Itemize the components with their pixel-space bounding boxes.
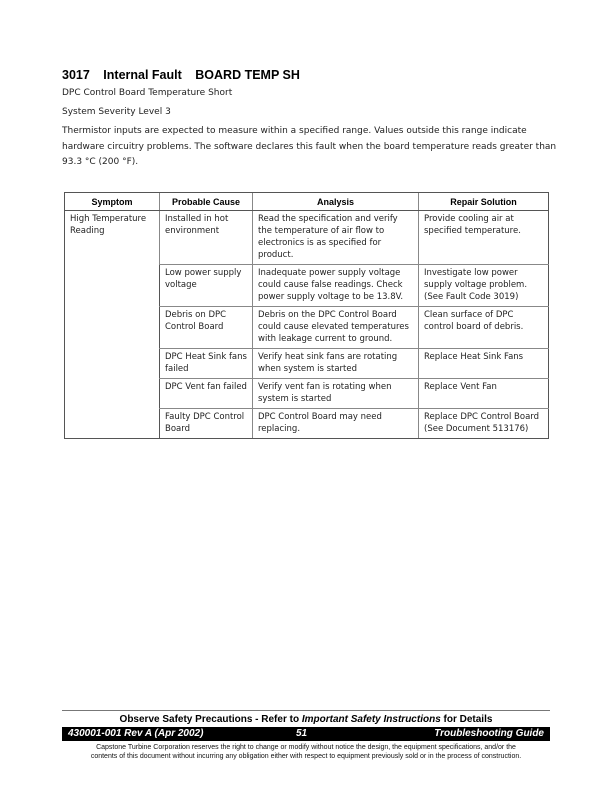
fault-explanation: Thermistor inputs are expected to measure within a specified range. Values outside this range indicate hardware circuitry problems. The software declares this fault when the board temperature reads greater than 93.3 °C (200 °F). (62, 126, 557, 167)
fault-type: Internal Fault (103, 68, 182, 82)
analysis-cell: Verify heat sink fans are rotating when system is started (253, 349, 419, 379)
fault-code: 3017 (62, 68, 90, 82)
solution-cell: Clean surface of DPC control board of debris. (419, 307, 549, 349)
symptom-cell: High Temperature Reading (65, 211, 160, 439)
safety-notice (62, 714, 550, 725)
cause-cell: DPC Vent fan failed (160, 379, 253, 409)
solution-cell: Investigate low power supply voltage problem. (See Fault Code 3019) (419, 265, 549, 307)
fault-heading (62, 68, 310, 82)
analysis-cell: Inadequate power supply voltage could cause false readings. Check power supply voltage to be 13.8V. (253, 265, 419, 307)
severity-level: System Severity Level 3 (62, 107, 171, 117)
fault-name: BOARD TEMP SH (195, 68, 300, 82)
footer-bar (62, 727, 550, 741)
table-row (65, 211, 549, 265)
legal-notice-line: Capstone Turbine Corporation reserves the right to change or modify without notice the design, the equipment specifications, and/or the (96, 744, 516, 751)
troubleshooting-table (64, 192, 549, 439)
safety-instructions-ref: Important Safety Instructions (301, 714, 441, 725)
analysis-cell: DPC Control Board may need replacing. (253, 409, 419, 439)
header-symptom: Symptom (65, 193, 160, 211)
analysis-cell: Debris on the DPC Control Board could cause elevated temperatures with leakage current to ground. (253, 307, 419, 349)
guide-title: Troubleshooting Guide (434, 728, 544, 739)
table-header-row (65, 193, 549, 211)
cause-cell: Debris on DPC Control Board (160, 307, 253, 349)
analysis-cell: Verify vent fan is rotating when system is started (253, 379, 419, 409)
solution-cell: Replace Heat Sink Fans (419, 349, 549, 379)
cause-cell: Low power supply voltage (160, 265, 253, 307)
document-number: 430001-001 Rev A (Apr 2002) (68, 728, 204, 739)
page-number: 51 (296, 728, 308, 739)
safety-text-start: Observe Safety Precautions - Refer to (119, 714, 302, 725)
analysis-cell: Read the specification and verify the temperature of air flow to electronics is as specified for product. (253, 211, 419, 265)
header-probable-cause: Probable Cause (160, 193, 253, 211)
legal-notice-line: contents of this document without incurring any obligation either with respect to equipment previously sold or in the process of construction. (90, 753, 522, 760)
solution-cell: Replace DPC Control Board (See Document 513176) (419, 409, 549, 439)
safety-text-end: for Details (440, 714, 493, 725)
header-analysis: Analysis (253, 193, 419, 211)
solution-cell: Provide cooling air at specified temperature. (419, 211, 549, 265)
cause-cell: Installed in hot environment (160, 211, 253, 265)
fault-description: DPC Control Board Temperature Short (62, 88, 233, 98)
cause-cell: Faulty DPC Control Board (160, 409, 253, 439)
footer-divider (62, 710, 550, 711)
cause-cell: DPC Heat Sink fans failed (160, 349, 253, 379)
header-repair-solution: Repair Solution (419, 193, 549, 211)
legal-notice (62, 743, 550, 761)
solution-cell: Replace Vent Fan (419, 379, 549, 409)
